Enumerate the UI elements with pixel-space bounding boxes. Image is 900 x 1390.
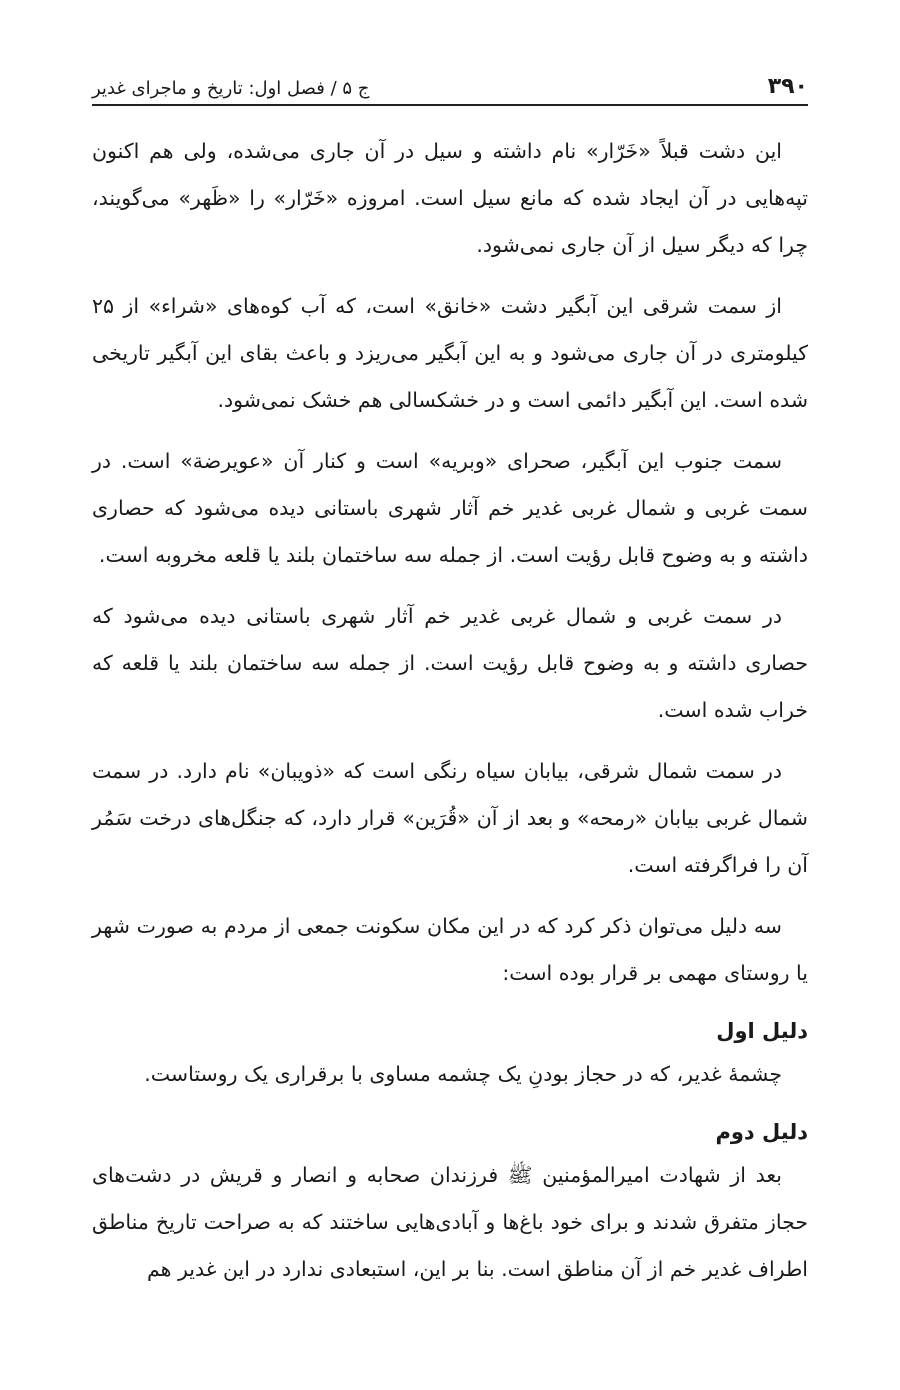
book-page [92, 60, 808, 1307]
section-paragraph: بعد از شهادت امیرالمؤمنین ﷺ فرزندان صحابه و انصار و قریش در دشت‌های حجاز متفرق شدند و برای خود باغ‌ها و آبادی‌هایی ساختند که به صراحت تاریخ مناطق اطراف غدیر خم از آن مناطق است. بنا بر این، استبعادی ندارد در این غدیر هم [92, 1163, 808, 1281]
paragraph: سه دلیل می‌توان ذکر کرد که در این مکان سکونت جمعی از مردم به صورت شهر یا روستای مهمی بر قرار بوده است: [92, 914, 808, 985]
section-paragraph: چشمهٔ غدیر، که در حجاز بودنِ یک چشمه مساوی با برقراری یک روستاست. [144, 1062, 782, 1086]
running-header [92, 60, 808, 106]
page-body [92, 128, 808, 1293]
running-header-title: ج ۵ / فصل اول: تاریخ و ماجرای غدیر [92, 78, 370, 99]
paragraph: در سمت غربی و شمال غربی غدیر خم آثار شهری باستانی دیده می‌شود که حصاری داشته و به وضوح قابل رؤیت است. از جمله سه ساختمان بلند یا قلعه که خراب شده است. [92, 604, 808, 722]
section-heading-first-reason: دلیل اول [716, 1019, 808, 1043]
section-heading-second-reason: دلیل دوم [715, 1120, 808, 1144]
paragraph: از سمت شرقی این آبگیر دشت «خانق» است، که آب کوه‌های «شراء» از ۲۵ کیلومتری در آن جاری می‌شود و به این آبگیر می‌ریزد و باعث بقای این آبگیر تاریخی شده است. این آبگیر دائمی است و در خشکسالی هم خشک نمی‌شود. [92, 294, 808, 412]
paragraph: در سمت شمال شرقی، بیابان سیاه رنگی است که «ذویبان» نام دارد. در سمت شمال غربی بیابان «رمحه» و بعد از آن «قُرَین» قرار دارد، که جنگل‌های درخت سَمُر آن را فراگرفته است. [92, 759, 808, 877]
paragraph: سمت جنوب این آبگیر، صحرای «وبریه» است و کنار آن «عویرضة» است. در سمت غربی و شمال غربی غدیر خم آثار شهری باستانی دیده می‌شود که حصاری داشته و به وضوح قابل رؤیت است. از جمله سه ساختمان بلند یا قلعه مخروبه است. [92, 449, 808, 567]
paragraph: این دشت قبلاً «خَرّار» نام داشته و سیل در آن جاری می‌شده، ولی هم اکنون تپه‌هایی در آن ایجاد شده که مانع سیل است. امروزه «خَرّار» را «ظَهر» می‌گویند، چرا که دیگر سیل از آن جاری نمی‌شود. [92, 139, 808, 257]
page-number: ۳۹۰ [767, 74, 808, 99]
